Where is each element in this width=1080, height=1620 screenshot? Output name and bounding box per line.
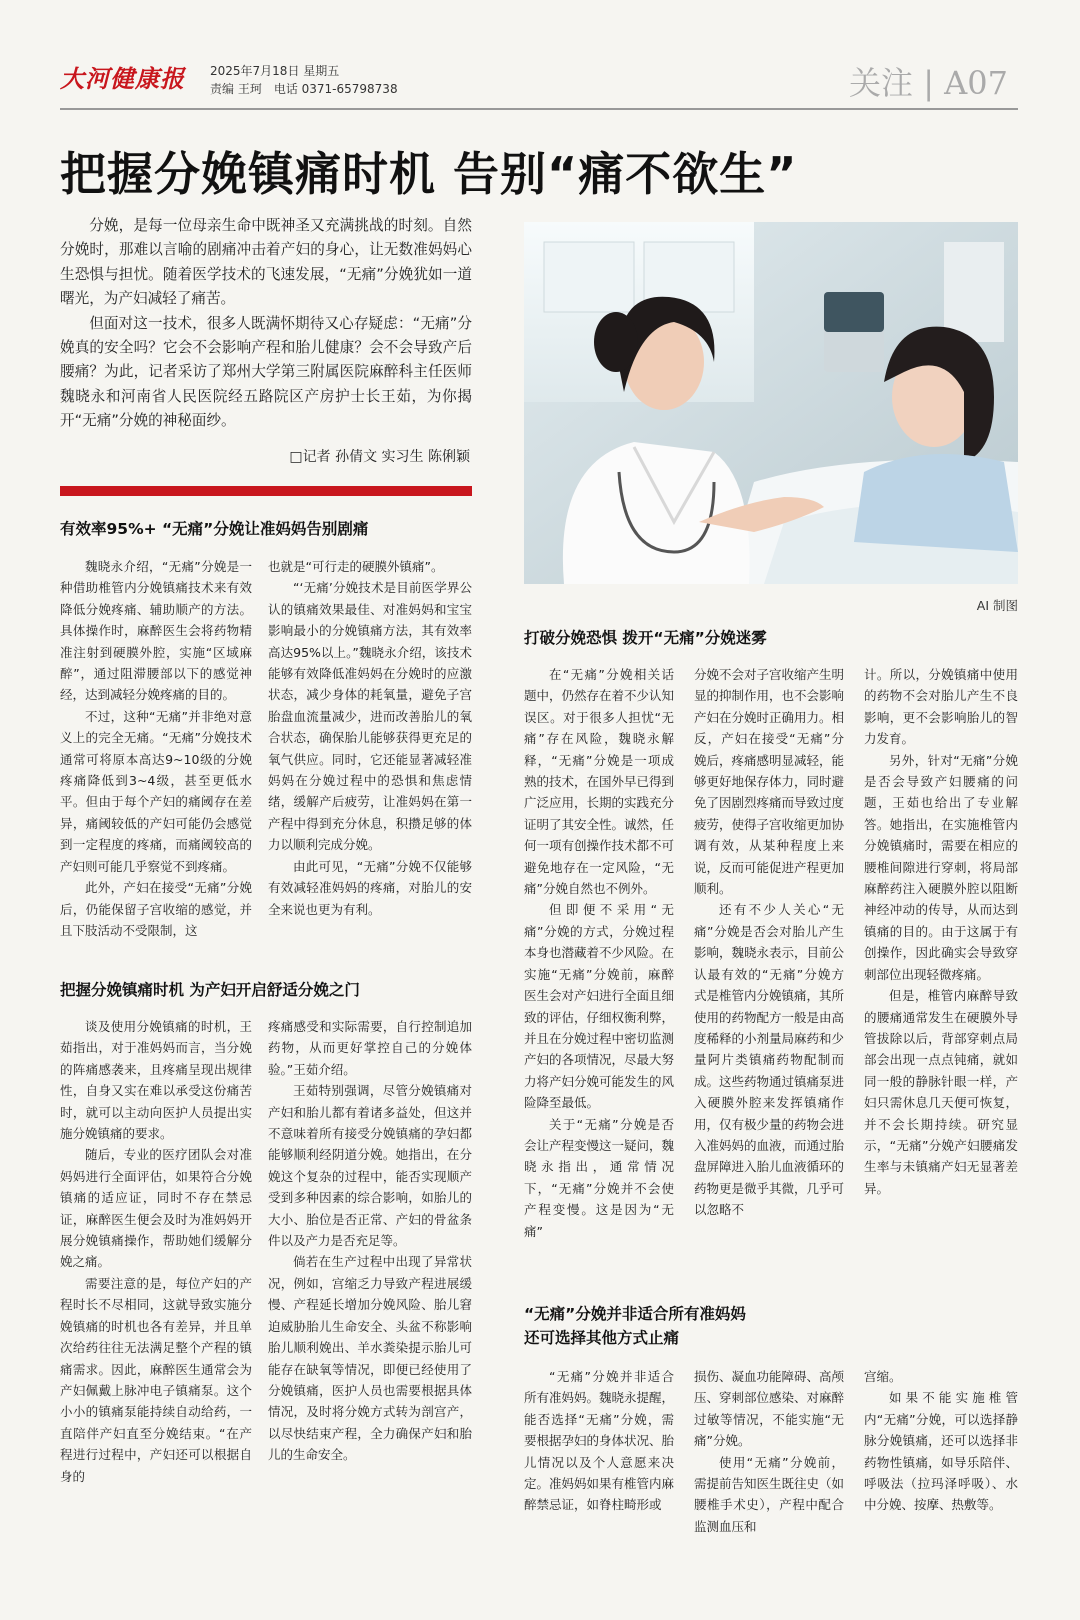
section-4-title-line-1: “无痛”分娩并非适合所有准妈妈: [524, 1305, 746, 1323]
paragraph: 王茹特别强调，尽管分娩镇痛对产妇和胎儿都有着诸多益处，但这并不意味着所有接受分娩镇痛的孕妇都能够顺利经阴道分娩。她指出，在分娩这个复杂的过程中，能否实现顺产受到多种因素的综合影响，如胎儿的大小、胎位是否正常、产妇的骨盆条件以及产力是否充足等。: [268, 1083, 472, 1249]
paragraph: 宫缩。: [864, 1369, 902, 1384]
section-3-column-2: [694, 664, 844, 1260]
paragraph: 在“无痛”分娩相关话题中，仍然存在着不少认知误区。对于很多人担忧“无痛”存在风险，魏晓永解释，“无痛”分娩是一项成熟的技术，在国外早已得到广泛应用，长期的实践充分证明了其安全性。诚然，任何一项有创操作技术都不可避免地存在一定风险，“无痛”分娩自然也不例外。: [524, 667, 674, 897]
paragraph: 还有不少人关心“无痛”分娩是否会对胎儿产生影响，魏晓永表示，目前公认最有效的“无痛”分娩方式是椎管内分娩镇痛，其所使用的药物配方一般是由高度稀释的小剂量局麻药和少量阿片类镇痛药物配制而成。这些药物通过镇痛泵进入硬膜外腔来发挥镇痛作用，仅有极少量的药物会进入准妈妈的血液，而通过胎盘屏障进入胎儿血液循环的药物更是微乎其微，几乎可以忽略不: [694, 902, 844, 1218]
paragraph: 谈及使用分娩镇痛的时机，王茹指出，对于准妈妈而言，当分娩的阵痛感袭来，且疼痛呈现出规律性，自身又实在难以承受这份痛苦时，就可以主动向医护人员提出实施分娩镇痛的要求。: [60, 1019, 252, 1142]
photo-caption: AI 制图: [976, 598, 1018, 613]
section-4-column-2: [694, 1366, 844, 1566]
paragraph: 由此可见，“无痛”分娩不仅能够有效减轻准妈妈的疼痛，对胎儿的安全来说也更为有利。: [268, 858, 472, 917]
section-1-title: 有效率95%+ “无痛”分娩让准妈妈告别剧痛: [60, 520, 369, 538]
paragraph: 随后，专业的医疗团队会对准妈妈进行全面评估，如果符合分娩镇痛的适应证，同时不存在禁忌证，麻醉医生便会及时为准妈妈开展分娩镇痛操作，帮助她们缓解分娩之痛。: [60, 1147, 252, 1270]
section-3-title: 打破分娩恐惧 拨开“无痛”分娩迷雾: [524, 629, 767, 647]
intro-paragraph-1: 分娩，是每一位母亲生命中既神圣又充满挑战的时刻。自然分娩时，那难以言喻的剧痛冲击着产妇的身心，让无数准妈妈心生恐惧与担忧。随着医学技术的飞速发展，“无痛”分娩犹如一道曙光，为产妇减轻了痛苦。: [60, 217, 472, 308]
paragraph: 但是，椎管内麻醉导致的腰痛通常发生在硬膜外导管拔除以后，背部穿刺点局部会出现一点点钝痛，就如同一般的静脉针眼一样，产妇只需休息几天便可恢复，并不会长期持续。研究显示，“无痛”分娩产妇腰痛发生率与未镇痛产妇无显著差异。: [864, 988, 1018, 1196]
editor-line: 责编 王珂 电话 0371-65798738: [210, 82, 398, 96]
paragraph: 损伤、凝血功能障碍、高颅压、穿刺部位感染、对麻醉过敏等情况，不能实施“无痛”分娩。: [694, 1369, 844, 1449]
red-divider: [60, 486, 472, 496]
newspaper-logo: 大河健康报: [60, 64, 185, 93]
doctor-patient-photo: [524, 222, 1018, 584]
paragraph: 计。所以，分娩镇痛中使用的药物不会对胎儿产生不良影响，更不会影响胎儿的智力发育。: [864, 667, 1018, 747]
paragraph: 使用“无痛”分娩前，需提前告知医生既往史（如腰椎手术史），产程中配合监测血压和: [694, 1454, 844, 1534]
paragraph: “‘无痛’分娩技术是目前医学界公认的镇痛效果最佳、对准妈妈和宝宝影响最小的分娩镇痛方法，其有效率高达95%以上。”魏晓永介绍，该技术能够有效降低准妈妈在分娩时的应激状态，减少身体的耗氧量，避免子宫胎盘血流量减少，进而改善胎儿的氧合状态，确保胎儿能够获得更充足的氧气供应。同时，它还能显著减轻准妈妈在分娩过程中的恐惧和焦虑情绪，缓解产后疲劳，让准妈妈在第一产程中得到充分休息，积攒足够的体力以顺利完成分娩。: [268, 580, 472, 853]
paragraph: 也就是“可行走的硬膜外镇痛”。: [268, 559, 444, 574]
paragraph: 疼痛感受和实际需要，自行控制追加药物，从而更好掌控自己的分娩体验。”王茹介绍。: [268, 1019, 472, 1077]
paragraph: 魏晓永介绍，“无痛”分娩是一种借助椎管内分娩镇痛技术来有效降低分娩疼痛、辅助顺产的方法。具体操作时，麻醉医生会将药物精准注射到硬膜外腔，实施“区域麻醉”，通过阻滞腰部以下的感觉神经，达到减轻分娩疼痛的目的。: [60, 559, 252, 703]
paragraph: 但即便不采用“无痛”分娩的方式，分娩过程本身也潜藏着不少风险。在实施“无痛”分娩前，麻醉医生会对产妇进行全面且细致的评估，仔细权衡利弊，并且在分娩过程中密切监测产妇的各项情况，尽最大努力将产妇分娩可能发生的风险降至最低。: [524, 902, 674, 1111]
intro-block: [60, 214, 472, 434]
paragraph: 不过，这种“无痛”并非绝对意义上的完全无痛。“无痛”分娩技术通常可将原本高达9~10级的分娩疼痛降低到3~4级，甚至更低水平。但由于每个产妇的痛阈存在差异，痛阈较低的产妇可能仍会感觉到一定程度的疼痛，而痛阈较高的产妇则可能几乎察觉不到疼痛。: [60, 708, 252, 874]
section-2-column-2: [268, 1016, 472, 1556]
paragraph: 如果不能实施椎管内“无痛”分娩，可以选择静脉分娩镇痛，还可以选择非药物性镇痛，如导乐陪伴、呼吸法（拉玛泽呼吸）、水中分娩、按摩、热敷等。: [864, 1390, 1018, 1513]
section-2-title: 把握分娩镇痛时机 为产妇开启舒适分娩之门: [60, 981, 360, 999]
paragraph: 此外，产妇在接受“无痛”分娩后，仍能保留子宫收缩的感觉，并且下肢活动不受限制，这: [60, 880, 252, 938]
page-headline: 把握分娩镇痛时机 告别“痛不欲生”: [60, 147, 798, 201]
paragraph: 关于“无痛”分娩是否会让产程变慢这一疑问，魏晓永指出，通常情况下，“无痛”分娩并不会使产程变慢。这是因为“无痛”: [524, 1116, 674, 1239]
section-4-column-3: [864, 1366, 1018, 1566]
section-label: 关注 | A07: [849, 64, 1008, 102]
section-2-column-1: [60, 1016, 252, 1556]
section-1-column-1: [60, 556, 252, 960]
section-4-column-1: [524, 1366, 674, 1566]
masthead-rule: [60, 108, 1018, 110]
paragraph: 需要注意的是，每位产妇的产程时长不尽相同，这就导致实施分娩镇痛的时机也各有差异，并且单次给药往往无法满足整个产程的镇痛需求。因此，麻醉医生通常会为产妇佩戴上脉冲电子镇痛泵。这个小小的镇痛泵能持续自动给药，一直陪伴产妇直至分娩结束。“在产程进行过程中，产妇还可以根据自身的: [60, 1275, 252, 1484]
paragraph: 分娩不会对子宫收缩产生明显的抑制作用，也不会影响产妇在分娩时正确用力。相反，产妇在接受“无痛”分娩后，疼痛感明显减轻，能够更好地保存体力，同时避免了因剧烈疼痛而导致过度疲劳，使得子宫收缩更加协调有效，从某种程度上来说，反而可能促进产程更加顺利。: [694, 667, 844, 897]
section-4-title-line-2: 还可选择其他方式止痛: [524, 1329, 680, 1347]
paragraph: 倘若在生产过程中出现了异常状况，例如，宫缩乏力导致产程进展缓慢、产程延长增加分娩风险、胎儿窘迫威胁胎儿生命安全、头盆不称影响胎儿顺利娩出、羊水粪染提示胎儿可能存在缺氧等情况，即便已经使用了分娩镇痛，医护人员也需要根据具体情况，及时将分娩方式转为剖宫产，以尽快结束产程，全力确保产妇和胎儿的生命安全。: [268, 1254, 472, 1463]
intro-paragraph-2: 但面对这一技术，很多人既满怀期待又心存疑虑：“无痛”分娩真的安全吗？它会不会影响产程和胎儿健康？会不会导致产后腰痛？为此，记者采访了郑州大学第三附属医院麻醉科主任医师魏晓永和河南省人民医院经五路院区产房护士长王茹，为你揭开“无痛”分娩的神秘面纱。: [60, 314, 472, 430]
section-3-column-3: [864, 664, 1018, 1260]
paragraph: 另外，针对“无痛”分娩是否会导致产妇腰痛的问题，王茹也给出了专业解答。她指出，在实施椎管内分娩镇痛时，需要在相应的腰椎间隙进行穿刺，将局部麻醉药注入硬膜外腔以阻断神经冲动的传导，从而达到镇痛的目的。由于这属于有创操作，因此确实会导致穿刺部位出现轻微疼痛。: [864, 752, 1018, 982]
section-1-column-2: [268, 556, 472, 960]
issue-date: 2025年7月18日 星期五: [210, 64, 340, 78]
section-3-column-1: [524, 664, 674, 1260]
paragraph: “无痛”分娩并非适合所有准妈妈。魏晓永提醒，能否选择“无痛”分娩，需要根据孕妇的身体状况、胎儿情况以及个人意愿来决定。准妈妈如果有椎管内麻醉禁忌证，如脊柱畸形或: [524, 1369, 674, 1513]
byline: □记者 孙倩文 实习生 陈俐颖: [289, 449, 470, 465]
